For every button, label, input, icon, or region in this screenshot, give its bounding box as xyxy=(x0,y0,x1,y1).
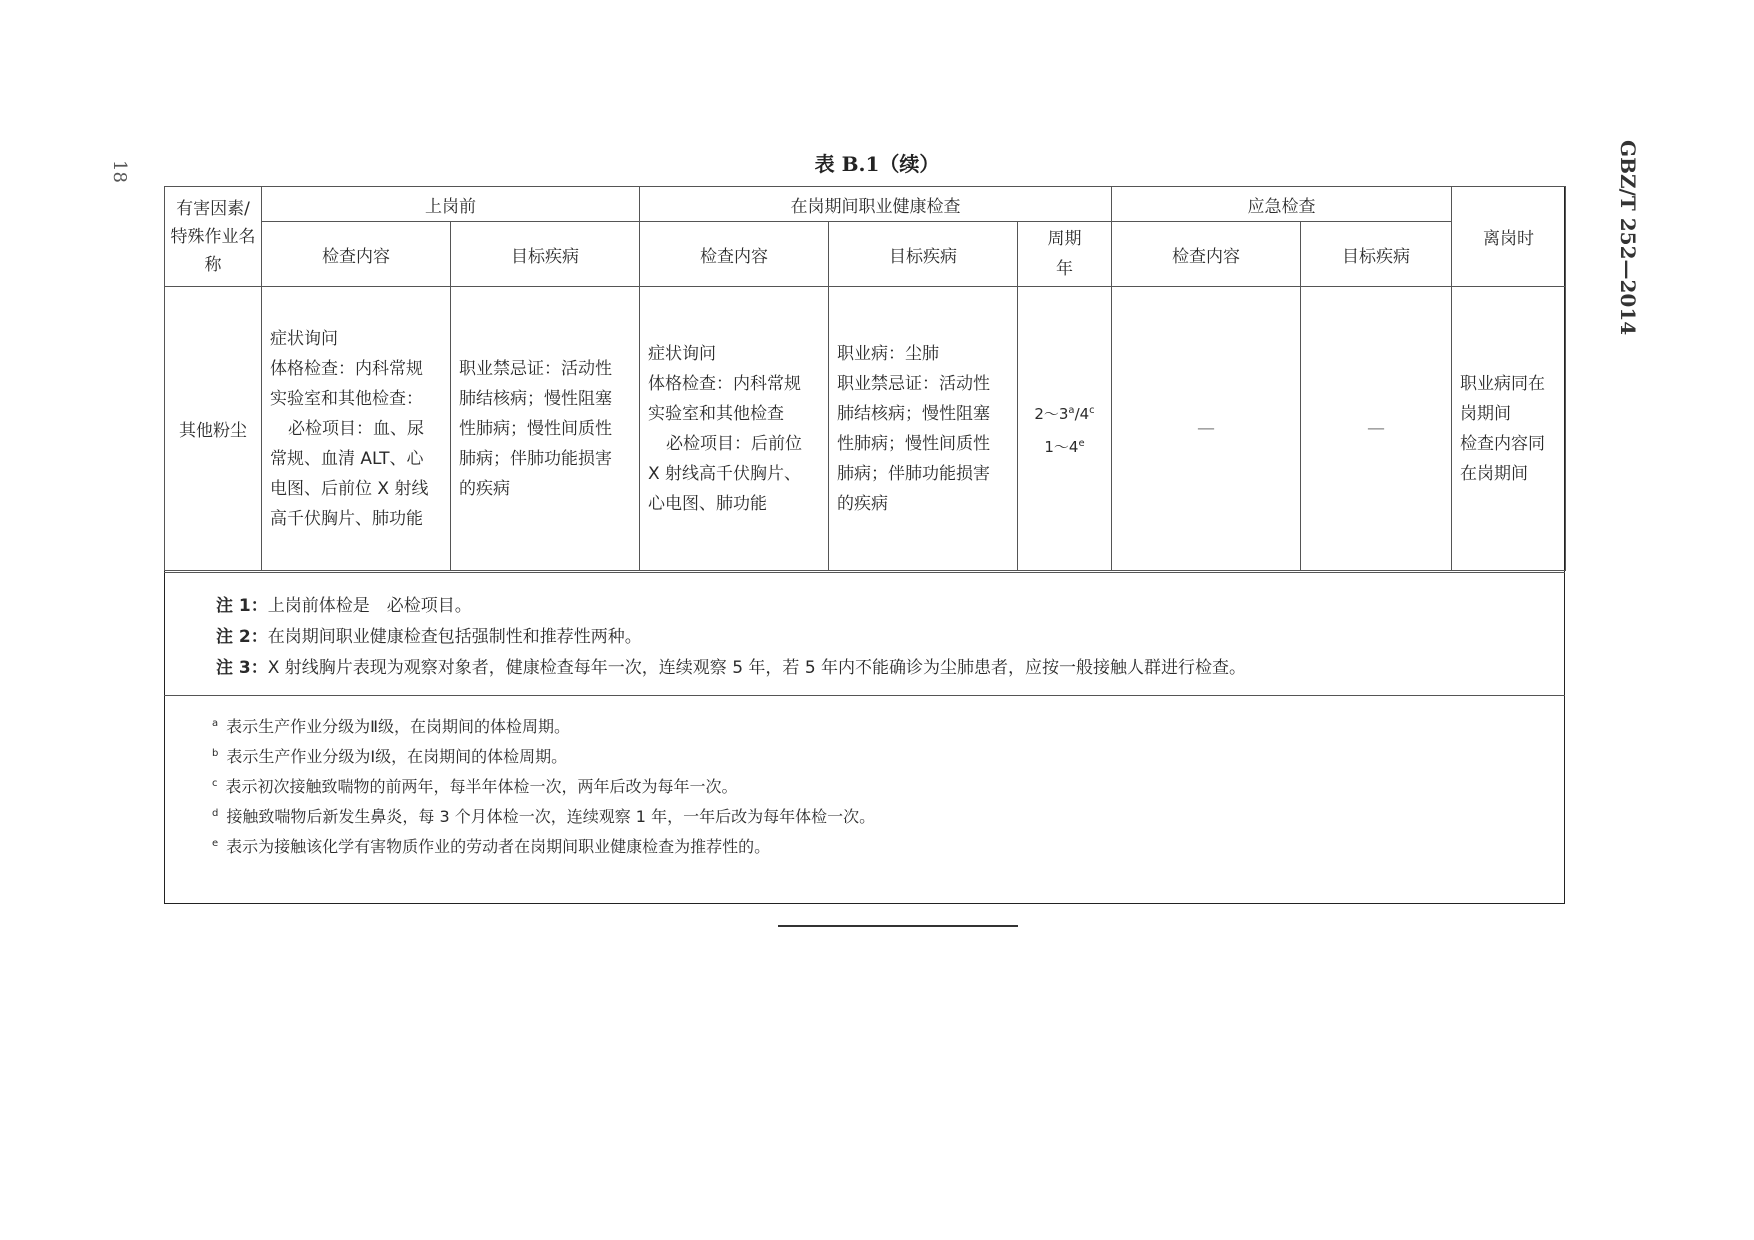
table-title xyxy=(0,148,1754,177)
line: 肺病；伴肺功能损害 xyxy=(837,463,990,484)
footnote-mark: b xyxy=(212,747,219,759)
footnote-mark: a xyxy=(212,717,219,729)
line: X 射线高千伏胸片、 xyxy=(648,463,802,484)
period-sup-a: a xyxy=(1068,404,1075,416)
line: 心电图、肺功能 xyxy=(648,493,767,514)
standard-code: GBZ/T 252—2014 xyxy=(1616,140,1640,336)
footnote-mark: e xyxy=(212,837,219,849)
page-number: 18 xyxy=(109,160,130,183)
footnote-text: 表示为接触该化学有害物质作业的劳动者在岗期间职业健康检查为推荐性的。 xyxy=(226,837,771,856)
cell-emg-check: — xyxy=(1112,287,1301,571)
table-title-number: B.1 xyxy=(841,152,880,176)
footnote-mark: c xyxy=(212,777,218,789)
header-factor xyxy=(165,187,262,287)
footnote-text: 表示生产作业分级为Ⅱ级，在岗期间的体检周期。 xyxy=(226,717,571,736)
line: 实验室和其他检查 xyxy=(648,403,784,424)
note-label: 注 2： xyxy=(216,627,268,647)
footnote-text: 接触致喘物后新发生鼻炎，每 3 个月体检一次，连续观察 1 年，一年后改为每年体检一次。 xyxy=(226,807,876,826)
line: 体格检查：内科常规 xyxy=(648,373,801,394)
header-on-target: 目标疾病 xyxy=(829,222,1018,287)
note-label: 注 3： xyxy=(216,658,268,678)
period-sup-c: c xyxy=(1089,404,1095,416)
cell-period xyxy=(1018,287,1112,571)
note-text: 上岗前体检是 必检项目。 xyxy=(267,596,472,616)
header-period-line2: 年 xyxy=(1056,259,1073,279)
line: 岗期间 xyxy=(1460,403,1511,424)
line: 职业禁忌证：活动性 xyxy=(459,358,612,379)
line: 性肺病；慢性间质性 xyxy=(459,418,612,439)
header-pre-target: 目标疾病 xyxy=(451,222,640,287)
header-emg-target: 目标疾病 xyxy=(1301,222,1452,287)
line: 的疾病 xyxy=(837,493,888,514)
header-period xyxy=(1018,222,1112,287)
footnote-c xyxy=(212,774,738,797)
line: 高千伏胸片、肺功能 xyxy=(270,508,423,529)
line: 必检项目：后前位 xyxy=(666,433,802,454)
cell-post-job xyxy=(1452,287,1566,571)
cell-on-check xyxy=(640,287,829,571)
cell-emg-target: — xyxy=(1301,287,1452,571)
header-pre-job: 上岗前 xyxy=(262,187,640,222)
footnote-text: 表示初次接触致喘物的前两年，每半年体检一次，两年后改为每年一次。 xyxy=(225,777,738,796)
cell-pre-target xyxy=(451,287,640,571)
header-pre-check: 检查内容 xyxy=(262,222,451,287)
header-post-job: 离岗时 xyxy=(1452,187,1566,287)
header-emg-check: 检查内容 xyxy=(1112,222,1301,287)
line: 职业病同在 xyxy=(1460,373,1545,394)
table-title-suffix: （续） xyxy=(879,152,940,176)
header-emergency: 应急检查 xyxy=(1112,187,1452,222)
cell-on-target xyxy=(829,287,1018,571)
period-value-1: 2～3 xyxy=(1034,404,1069,423)
period-sup-e: e xyxy=(1078,437,1085,449)
line: 症状询问 xyxy=(270,328,338,349)
note-2 xyxy=(216,622,642,647)
footnote-b xyxy=(212,744,567,767)
line: 的疾病 xyxy=(459,478,510,499)
header-on-check: 检查内容 xyxy=(640,222,829,287)
footnote-d xyxy=(212,804,875,827)
cell-factor: 其他粉尘 xyxy=(165,287,262,571)
header-factor-text: 有害因素/特殊作业名称 xyxy=(170,198,256,275)
line: 肺结核病；慢性阻塞 xyxy=(459,388,612,409)
note-1 xyxy=(216,591,472,616)
footnote-e xyxy=(212,834,770,857)
period-value-mid: /4 xyxy=(1074,404,1090,423)
exam-table xyxy=(164,186,1566,571)
line: 常规、血清 ALT、心 xyxy=(270,448,424,469)
line: 肺病；伴肺功能损害 xyxy=(459,448,612,469)
note-3 xyxy=(216,653,1246,678)
header-period-line1: 周期 xyxy=(1047,229,1082,249)
line: 肺结核病；慢性阻塞 xyxy=(837,403,990,424)
header-on-job: 在岗期间职业健康检查 xyxy=(640,187,1112,222)
line: 必检项目：血、尿 xyxy=(288,418,424,439)
table-title-prefix: 表 xyxy=(814,152,835,176)
note-label: 注 1： xyxy=(216,596,268,616)
notes-section xyxy=(164,572,1565,696)
footnote-mark: d xyxy=(212,807,219,819)
footnotes-section xyxy=(164,696,1565,904)
line: 性肺病；慢性间质性 xyxy=(837,433,990,454)
note-text: X 射线胸片表现为观察对象者，健康检查每年一次，连续观察 5 年，若 5 年内不能确诊为尘肺患者，应按一般接触人群进行检查。 xyxy=(267,658,1247,678)
footnote-a xyxy=(212,714,570,737)
end-rule xyxy=(778,925,1018,927)
period-value-2: 1～4 xyxy=(1044,437,1079,456)
line: 实验室和其他检查： xyxy=(270,388,423,409)
note-text: 在岗期间职业健康检查包括强制性和推荐性两种。 xyxy=(267,627,642,647)
line: 在岗期间 xyxy=(1460,463,1528,484)
line: 职业病：尘肺 xyxy=(837,343,939,364)
line: 体格检查：内科常规 xyxy=(270,358,423,379)
line: 电图、后前位 X 射线 xyxy=(270,478,429,499)
line: 检查内容同 xyxy=(1460,433,1545,454)
line: 职业禁忌证：活动性 xyxy=(837,373,990,394)
line: 症状询问 xyxy=(648,343,716,364)
cell-pre-check xyxy=(262,287,451,571)
footnote-text: 表示生产作业分级为Ⅰ级，在岗期间的体检周期。 xyxy=(226,747,568,766)
